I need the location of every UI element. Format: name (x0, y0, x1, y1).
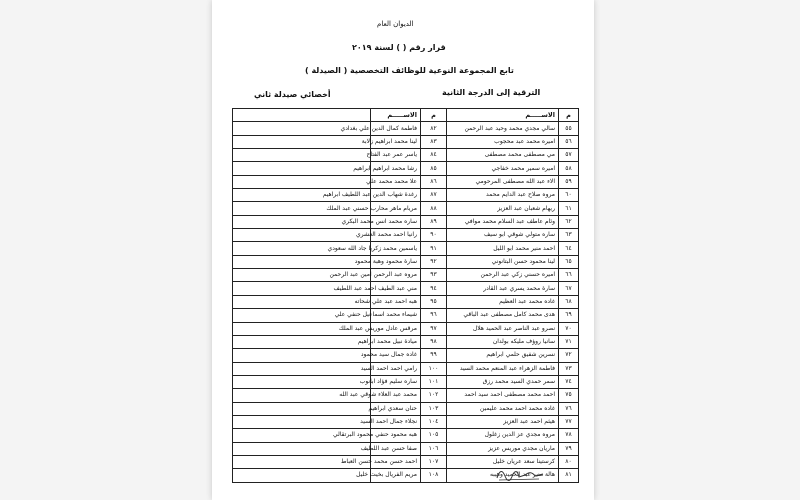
row-number: ٧٢ (559, 349, 579, 362)
employee-name: محمد عبد العلاء شوقي عبد الله (233, 389, 421, 402)
row-number: ١٠٢ (421, 389, 447, 402)
row-number: ٦٣ (559, 229, 579, 242)
row-number: ٧١ (559, 335, 579, 348)
table-row (233, 375, 447, 388)
promotion-title: الترقية إلى الدرجة الثانية (442, 88, 541, 97)
employee-name: مروه مجدي عز الدين زغلول (371, 429, 559, 442)
employee-name: فاطمة الزهراء عبد المنعم محمد السيد (371, 362, 559, 375)
employee-name: سالي مجدي محمد وحيد عبد الرحمن (371, 122, 559, 135)
employee-name: سمر حمدي السيد محمد رزق (371, 375, 559, 388)
row-number: ٦٠ (559, 189, 579, 202)
employee-name: سارة محمد يسري عبد القادر (371, 282, 559, 295)
employee-name: نسرين شفيق حلمي ابراهيم (371, 349, 559, 362)
row-number: ٦٨ (559, 295, 579, 308)
row-number: ٥٨ (559, 162, 579, 175)
employee-name: رامي احمد احمد السيد (233, 362, 421, 375)
row-number: ٩٠ (421, 229, 447, 242)
employee-name: غاده محمد احمد محمد عليمين (371, 402, 559, 415)
employee-name: ساره محمد انس محمد البكري (233, 215, 421, 228)
table-row (233, 149, 447, 162)
row-number: ٨٩ (421, 215, 447, 228)
row-number: ٩٢ (421, 255, 447, 268)
row-number: ٧٤ (559, 375, 579, 388)
row-number: ٧٦ (559, 402, 579, 415)
row-number: ٥٦ (559, 135, 579, 148)
table-row (233, 295, 447, 308)
row-number: ٩٩ (421, 349, 447, 362)
row-number: ١٠٦ (421, 442, 447, 455)
group-title: تابع المجموعة النوعية للوظائف التخصصية ( الصيدلة ) (305, 66, 514, 75)
table-header-row (233, 109, 447, 122)
table-row (233, 469, 447, 482)
signature-icon (495, 462, 547, 484)
employee-name: اميره محمد عبد محجوب (371, 135, 559, 148)
num-column-header: م (559, 109, 579, 122)
employee-name: رشا محمد ابراهيم ابراهيم (233, 162, 421, 175)
employee-name: رانيا احمد محمد العشري (233, 229, 421, 242)
employee-name: ماريان مجدي موريس عزيز (371, 442, 559, 455)
row-number: ٦٤ (559, 242, 579, 255)
employee-name: ياسمين محمد زكريا جاد الله سعودي (233, 242, 421, 255)
row-number: ١٠١ (421, 375, 447, 388)
table-row (233, 229, 447, 242)
employee-name: مروه صلاح عبد الدايم محمد (371, 189, 559, 202)
row-number: ٦٢ (559, 215, 579, 228)
employee-name: ميادة نبيل محمد ابراهيم (233, 335, 421, 348)
table-row (233, 309, 447, 322)
table-row (233, 269, 447, 282)
table-row (233, 349, 447, 362)
employee-name: مريام ماهر محارب حسني عبد الملك (233, 202, 421, 215)
table-row (233, 335, 447, 348)
employee-name: هيثم احمد عبد العزيز (371, 415, 559, 428)
row-number: ٧٠ (559, 322, 579, 335)
table-row (233, 389, 447, 402)
row-number: ١٠٤ (421, 415, 447, 428)
row-number: ٩١ (421, 242, 447, 255)
employee-name: هدى محمد كامل مصطفى عبد الباقي (371, 309, 559, 322)
table-row (233, 429, 447, 442)
decision-number: قرار رقم ( ) لسنة ٢٠١٩ (352, 43, 446, 52)
table-row (233, 242, 447, 255)
job-title: أخصائي صيدلة ثاني (254, 90, 331, 99)
employee-name: حنان سعدي ابراهيم (233, 402, 421, 415)
table-row (233, 415, 447, 428)
employee-name: مني عبد الطيف احمد عبد اللطيف (233, 282, 421, 295)
row-number: ٦٩ (559, 309, 579, 322)
employee-name: سارة محمود وهبة محمود (233, 255, 421, 268)
names-table-left (232, 108, 447, 483)
name-column-header: الاســـــم (371, 109, 559, 122)
employee-name: احمد منير محمد ابو الليل (371, 242, 559, 255)
employee-name: الاء عبد الله مصطفى المرحومي (371, 175, 559, 188)
row-number: ٧٩ (559, 442, 579, 455)
employee-name: ساره سليم فؤاد ابانوب (233, 375, 421, 388)
row-number: ٨٣ (421, 135, 447, 148)
row-number: ١٠٨ (421, 469, 447, 482)
table-row (233, 215, 447, 228)
employee-name: كرستينا سعد عريان خليل (371, 455, 559, 468)
table-row (233, 189, 447, 202)
table-row (233, 175, 447, 188)
employee-name: غاده محمد عبد العظيم (371, 295, 559, 308)
table-row (233, 135, 447, 148)
employee-name: هبه محمود حنفي محمود البرتقالي (233, 429, 421, 442)
employee-name: مي مصطفى محمد مصطفى (371, 149, 559, 162)
employee-name: ساره متولي شوقي ابو سيف (371, 229, 559, 242)
table-row (233, 255, 447, 268)
row-number: ١٠٧ (421, 455, 447, 468)
row-number: ٩٦ (421, 309, 447, 322)
row-number: ٨٦ (421, 175, 447, 188)
employee-name: شيماء محمد اسماعيل حنفي علي (233, 309, 421, 322)
employee-name: لينا محمد ابراهيم زلابة (233, 135, 421, 148)
num-column-header: م (421, 109, 447, 122)
row-number: ٨٤ (421, 149, 447, 162)
table-row (233, 442, 447, 455)
row-number: ٦١ (559, 202, 579, 215)
row-number: ٧٣ (559, 362, 579, 375)
row-number: ٩٥ (421, 295, 447, 308)
row-number: ١٠٥ (421, 429, 447, 442)
employee-name: وئام عاطف عبد السلام محمد موافي (371, 215, 559, 228)
employee-name: غاده جمال سيد محمود (233, 349, 421, 362)
employee-name: سانيا روؤف مليكه بولدان (371, 335, 559, 348)
row-number: ٨٨ (421, 202, 447, 215)
row-number: ٥٧ (559, 149, 579, 162)
employee-name: اميره حسني زكي عبد الرحمن (371, 269, 559, 282)
row-number: ٦٧ (559, 282, 579, 295)
row-number: ٨١ (559, 469, 579, 482)
row-number: ١٠٠ (421, 362, 447, 375)
employee-name: مرقس عادل موريس عبد الملك (233, 322, 421, 335)
row-number: ٩٧ (421, 322, 447, 335)
employee-name: مروه عبد الرحمن امين عبد الرحمن (233, 269, 421, 282)
table-row (233, 122, 447, 135)
employee-name: احمد حسن محمد حسن العباط (233, 455, 421, 468)
row-number: ٩٤ (421, 282, 447, 295)
row-number: ٦٦ (559, 269, 579, 282)
table-row (233, 362, 447, 375)
row-number: ٥٩ (559, 175, 579, 188)
table-row (233, 202, 447, 215)
row-number: ٨٠ (559, 455, 579, 468)
table-row (233, 282, 447, 295)
employee-name: اميره سمير محمد خفاجي (371, 162, 559, 175)
employee-name: فاطمة كمال الدين علي بغدادي (233, 122, 421, 135)
row-number: ١٠٣ (421, 402, 447, 415)
table-row (233, 402, 447, 415)
table-row (233, 322, 447, 335)
row-number: ٦٥ (559, 255, 579, 268)
table-row (233, 455, 447, 468)
row-number: ٨٥ (421, 162, 447, 175)
employee-name: لينا محمود حسن البتانوني (371, 255, 559, 268)
employee-name: هالة منير عبد الحميد وهيبه (371, 469, 559, 482)
row-number: ٨٧ (421, 189, 447, 202)
row-number: ٧٧ (559, 415, 579, 428)
employee-name: هبه احمد عبد علي شحاته (233, 295, 421, 308)
row-number: ٥٥ (559, 122, 579, 135)
employee-name: مريم الفريال بخيت خليل (233, 469, 421, 482)
row-number: ٩٨ (421, 335, 447, 348)
name-column-header: الاســـــم (233, 109, 421, 122)
employee-name: علا محمد محمد علي (233, 175, 421, 188)
employee-name: ريهام شعبان عبد العزيز (371, 202, 559, 215)
row-number: ٧٥ (559, 389, 579, 402)
employee-name: نجلاء جمال احمد السيد (233, 415, 421, 428)
employee-name: ياسر عمر عبد الفتاح (233, 149, 421, 162)
employee-name: صفا حسن عبد اللطيف (233, 442, 421, 455)
employee-name: رغدة شهاب الدين عبد اللطيف ابراهيم (233, 189, 421, 202)
employee-name: نصرو عبد الناصر عبد الحميد هلال (371, 322, 559, 335)
row-number: ٩٣ (421, 269, 447, 282)
row-number: ٧٨ (559, 429, 579, 442)
table-row (233, 162, 447, 175)
office-header: الديوان العام (377, 20, 414, 28)
employee-name: احمد محمد مصطفى احمد سيد احمد (371, 389, 559, 402)
row-number: ٨٢ (421, 122, 447, 135)
document-page (212, 0, 594, 500)
